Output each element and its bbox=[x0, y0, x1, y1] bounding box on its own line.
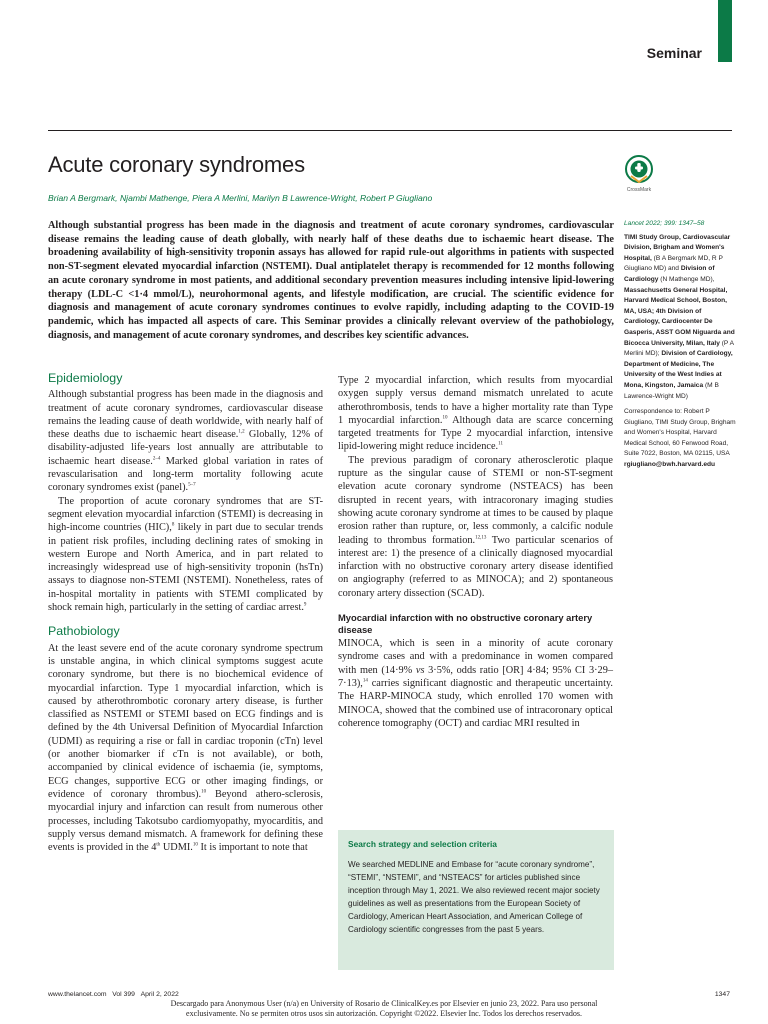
footer-journal-info bbox=[48, 991, 179, 998]
search-strategy-panel bbox=[338, 830, 614, 970]
correspondence: Correspondence to: Robert P Giugliano, TIMI Study Group, Brigham and Women's Hospital, Harvard Medical School, 60 Fenwood Road, Suite 7022, Boston, MA 02115, USA bbox=[624, 408, 736, 458]
search-strategy-title: Search strategy and selection criteria bbox=[348, 839, 497, 849]
download-notice-line-1: Descargado para Anonymous User (n/a) en University of Rosario de ClinicalKey.es por Elsevier en junio 23, 2022. Para uso personal bbox=[170, 999, 598, 1008]
pathobiology-paragraph-1: At the least severe end of the acute coronary syndrome spectrum is unstable angina, in which clinical symptoms suggest acute coronary syndrome, but there is no biochemical evidence of myocardial infarction. Type 1 myocardial infarction, which is caused by atherothrombotic coronary artery disease, is further classified as NSTEMI or STEMI based on ECG findings and is defined by the 4th Universal Definition of Myocardial Infarction (UDMI) as requiring a rise or fall in cardiac troponin (cTn) level (or another biomarker if cTn is not available), or both, accompanied by clinical evidence of ischaemia (ie, symptoms, ECG changes, supportive ECG or other imaging findings, or evidence of coronary thrombus).$^{10}$ Beyond athero-sclerosis, myocardial injury and infarction can result from numerous other processes, including Takotsubo cardiomyopathy, myocarditis, and supply versus demand mismatch. A framework for defining these events is provided in the 4th UDMI.$^{10}$ It is important to note that bbox=[48, 642, 323, 854]
pathobiology-heading: Pathobiology bbox=[48, 624, 120, 639]
download-notice bbox=[0, 999, 768, 1018]
left-column bbox=[48, 372, 323, 854]
sidebar bbox=[624, 219, 736, 471]
header-rule bbox=[48, 130, 732, 131]
type2-paragraph: Type 2 myocardial infarction, which results from myocardial oxygen supply versus demand mismatch unrelated to acute atherothrombosis, tends to have a higher mortality rate than Type 1 myocardial infarction.$^{10}$ Although data are scarce concerning targeted treatments for Type 2 myocardial infarction, intensive lipid-lowering might reduce incidence.$^{11}$ bbox=[338, 375, 613, 453]
search-strategy-text: We searched MEDLINE and Embase for “acute coronary syndrome”, “STEMI”, “NSTEMI”, and “NSTEACS” for articles published since inception through May 1, 2021. We also reviewed recent major society guidelines as well as presentations from the European Society of Cardiology, American Heart Association, and American College of Cardiology scientific congresses from the past 5 years. bbox=[348, 860, 600, 935]
paradigm-paragraph: The previous paradigm of coronary atherosclerotic plaque rupture as the singular cause of STEMI or non-ST-segment elevation acute coronary syndrome (NSTEACS) has been disrupted in recent years, with intracoronary imaging studies showing acute coronary syndrome at times to be caused by plaque erosion rather than rupture, or, less commonly, a calcific nodule leading to thrombus formation.$^{12,13}$ Two particular scenarios of interest are: 1) the presence of a clinically diagnosed myocardial infarction with no obstructive coronary artery disease identified on angiography (referred to as MINOCA); and 2) spontaneous coronary artery dissection (SCAD). bbox=[338, 454, 613, 599]
crossmark-icon bbox=[624, 154, 654, 184]
crossmark-label: CrossMark bbox=[626, 187, 652, 193]
download-notice-line-2: exclusivamente. No se permiten otros usos sin autorización. Copyright ©2022. Elsevier Inc. Todos los derechos reservados. bbox=[186, 1008, 582, 1018]
article-title: Acute coronary syndromes bbox=[48, 152, 305, 177]
journal-color-bar bbox=[718, 0, 732, 62]
footer-site-link[interactable]: www.thelancet.com bbox=[48, 991, 107, 998]
epidemiology-paragraph-2: The proportion of acute coronary syndromes that are ST-segment elevation myocardial infarction (STEMI) is decreasing in high-income countries (HIC),$^8$ likely in part due to secular trends in patient risk profiles, including declining rates of smoking in western Europe and North America, and in part related to increasingly widespread use of high-sensitivity troponin (hsTn) assays to diagnose non-STEMI (NSTEMI). Nonetheless, rates of in-hospital mortality in patients with STEMI complicated by shock remain high, particularly in the setting of cardiac arrest.$^9$ bbox=[48, 495, 323, 614]
section-label: Seminar bbox=[646, 45, 702, 61]
minoca-heading: Myocardial infarction with no obstructive coronary artery disease bbox=[338, 612, 593, 636]
footer-date: April 2, 2022 bbox=[140, 991, 179, 998]
epidemiology-heading: Epidemiology bbox=[48, 371, 123, 385]
author-list: Brian A Bergmark, Njambi Mathenge, Piera A Merlini, Marilyn B Lawrence-Wright, Robert P Giugliano bbox=[48, 193, 433, 203]
epidemiology-paragraph-1: Although substantial progress has been made in the diagnosis and treatment of acute coronary syndromes, cardiovascular disease remains the leading cause of death worldwide, with nearly half of these deaths due to ischaemic heart disease.$^{1,2}$ Globally, 12% of disability-adjusted life-years lost annually are attributable to ischaemic heart disease.$^{2-4}$ Marked global variation in rates of revascularisation and long-term mortality following acute coronary syndromes exist (panel).$^{5-7}$ bbox=[48, 389, 324, 494]
footer-volume: Vol 399 bbox=[112, 991, 135, 998]
journal-citation: Lancet 2022; 399: 1347–58 bbox=[624, 220, 705, 227]
minoca-paragraph: MINOCA, which is seen in a minority of acute coronary syndrome cases and with a predominance in women compared with men (14·9% vs 3·5%, odds ratio [OR] 4·84; 95% CI 3·29–7·13),$^{14}$ carries significant diagnostic and therapeutic uncertainty. The HARP-MINOCA study, which enrolled 170 women with MINOCA, showed that the combined use of intracoronary optical coherence tomography (OCT) and cardiac MRI resulted in bbox=[338, 638, 614, 729]
page-number: 1347 bbox=[714, 991, 730, 998]
middle-column bbox=[338, 374, 613, 730]
author-affiliations: TIMI Study Group, Cardiovascular Division, Brigham and Women's Hospital, (B A Bergmark MD, R P Giugliano MD) and Division of Cardiology (N Mathenge MD), Massachusetts General Hospital, Harvard Medical School, Boston, MA, USA; 4th Division of Cardiology, Cardiocenter De Gasperis, ASST GOM Niguarda and Bicocca University, Milan, Italy (P A Merlini MD); Division of Cardiology, Department of Medicine, The University of the West Indies at Mona, Kingston, Jamaica (M B Lawrence-Wright MD) bbox=[624, 233, 735, 400]
crossmark-badge[interactable] bbox=[622, 154, 656, 193]
abstract: Although substantial progress has been made in the diagnosis and treatment of acute coronary syndromes, cardiovascular disease remains the leading cause of death globally, with nearly half of these deaths due to ischaemic heart disease. The broadening availability of high-sensitivity troponin assays has allowed for rapid rule-out algorithms in patients with suspected non-ST-segment elevated myocardial infarction (NSTEMI). Dual antiplatelet therapy is recommended for 12 months following an acute coronary syndrome in most patients, and additional secondary prevention measures including intensive lipid-lowering therapy (LDL-C <1·4 mmol/L), neurohormonal agents, and lifestyle modification, are crucial. The scientific evidence for diagnosis and management of acute coronary syndromes continues to evolve rapidly, including adapting to the COVID-19 pandemic, which has impacted all aspects of care. This Seminar provides a clinically relevant overview of the pathobiology, diagnosis, and management of acute coronary syndromes, and describes key scientific advances. bbox=[48, 220, 614, 341]
correspondence-email[interactable]: rgiugliano@bwh.harvard.edu bbox=[624, 461, 716, 469]
